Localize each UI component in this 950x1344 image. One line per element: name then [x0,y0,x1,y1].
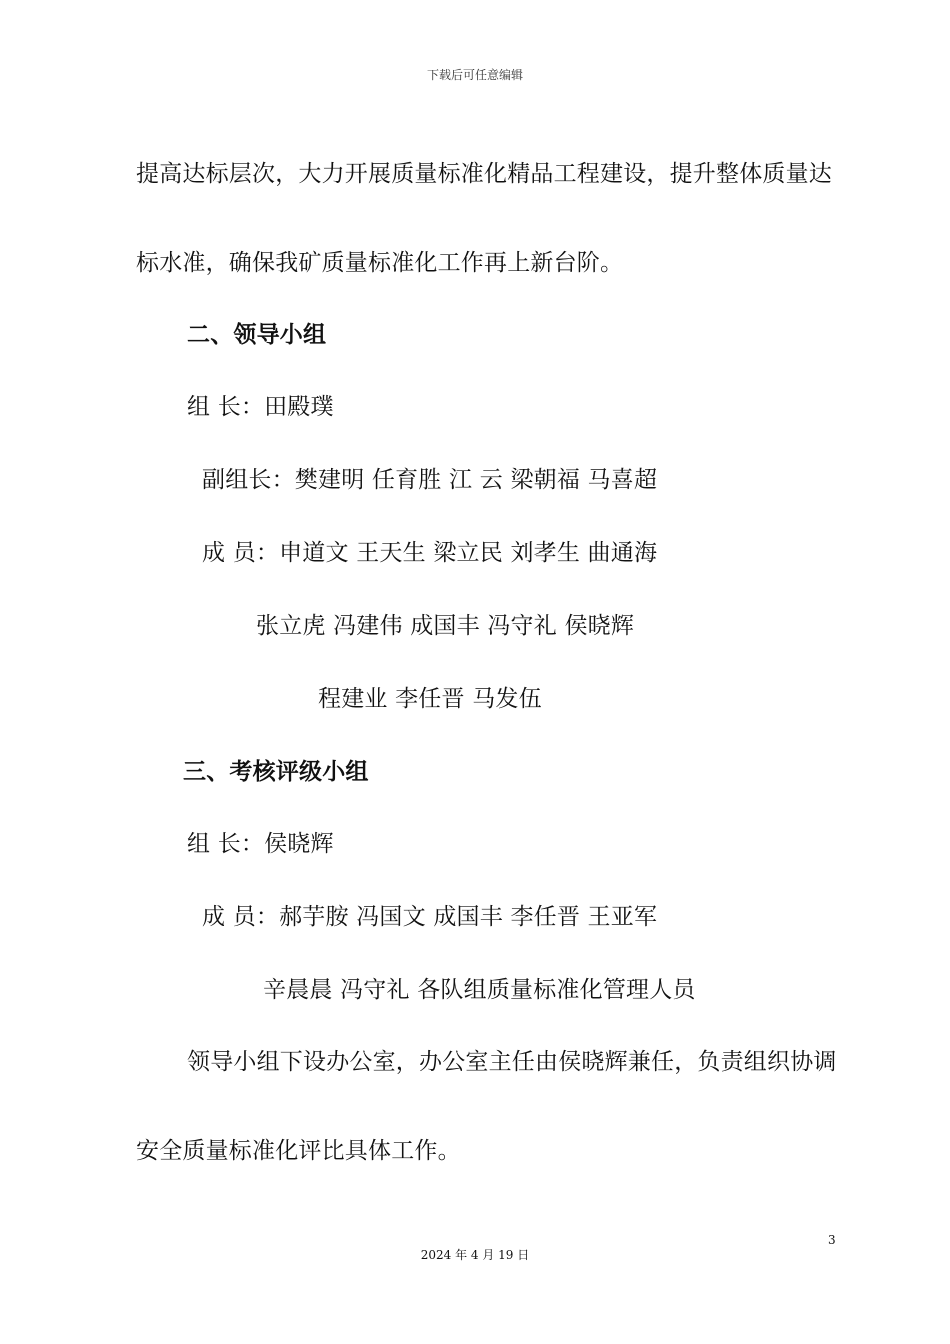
closing-paragraph-line-1: 领导小组下设办公室，办公室主任由侯晓辉兼任，负责组织协调 [187,1049,837,1075]
closing-paragraph-line-2: 安全质量标准化评比具体工作。 [136,1138,461,1164]
section-3-leader: 组 长：侯晓辉 [187,831,334,857]
section-2-leader: 组 长：田殿璞 [187,394,334,420]
intro-paragraph-line-1: 提高达标层次，大力开展质量标准化精品工程建设，提升整体质量达 [136,161,832,187]
page-header: 下载后可任意编辑 [426,68,523,82]
footer-date: 2024 年 4 月 19 日 [420,1248,530,1262]
section-3-heading: 三、考核评级小组 [183,759,369,785]
section-2-members-line-2: 张立虎 冯建伟 成国丰 冯守礼 侯晓辉 [256,613,635,639]
section-2-members-line-1: 成 员：申道文 王天生 梁立民 刘孝生 曲通海 [202,540,658,566]
page-number: 3 [828,1233,836,1247]
intro-paragraph-line-2: 标水准，确保我矿质量标准化工作再上新台阶。 [136,250,624,276]
section-3-members-line-2: 辛晨晨 冯守礼 各队组质量标准化管理人员 [263,977,696,1003]
section-2-heading: 二、领导小组 [187,322,327,348]
section-2-deputy-leaders: 副组长：樊建明 任育胜 江 云 梁朝福 马喜超 [202,467,658,493]
section-3-members-line-1: 成 员：郝芋胺 冯国文 成国丰 李任晋 王亚军 [202,904,658,930]
section-2-members-line-3: 程建业 李任晋 马发伍 [318,686,542,712]
